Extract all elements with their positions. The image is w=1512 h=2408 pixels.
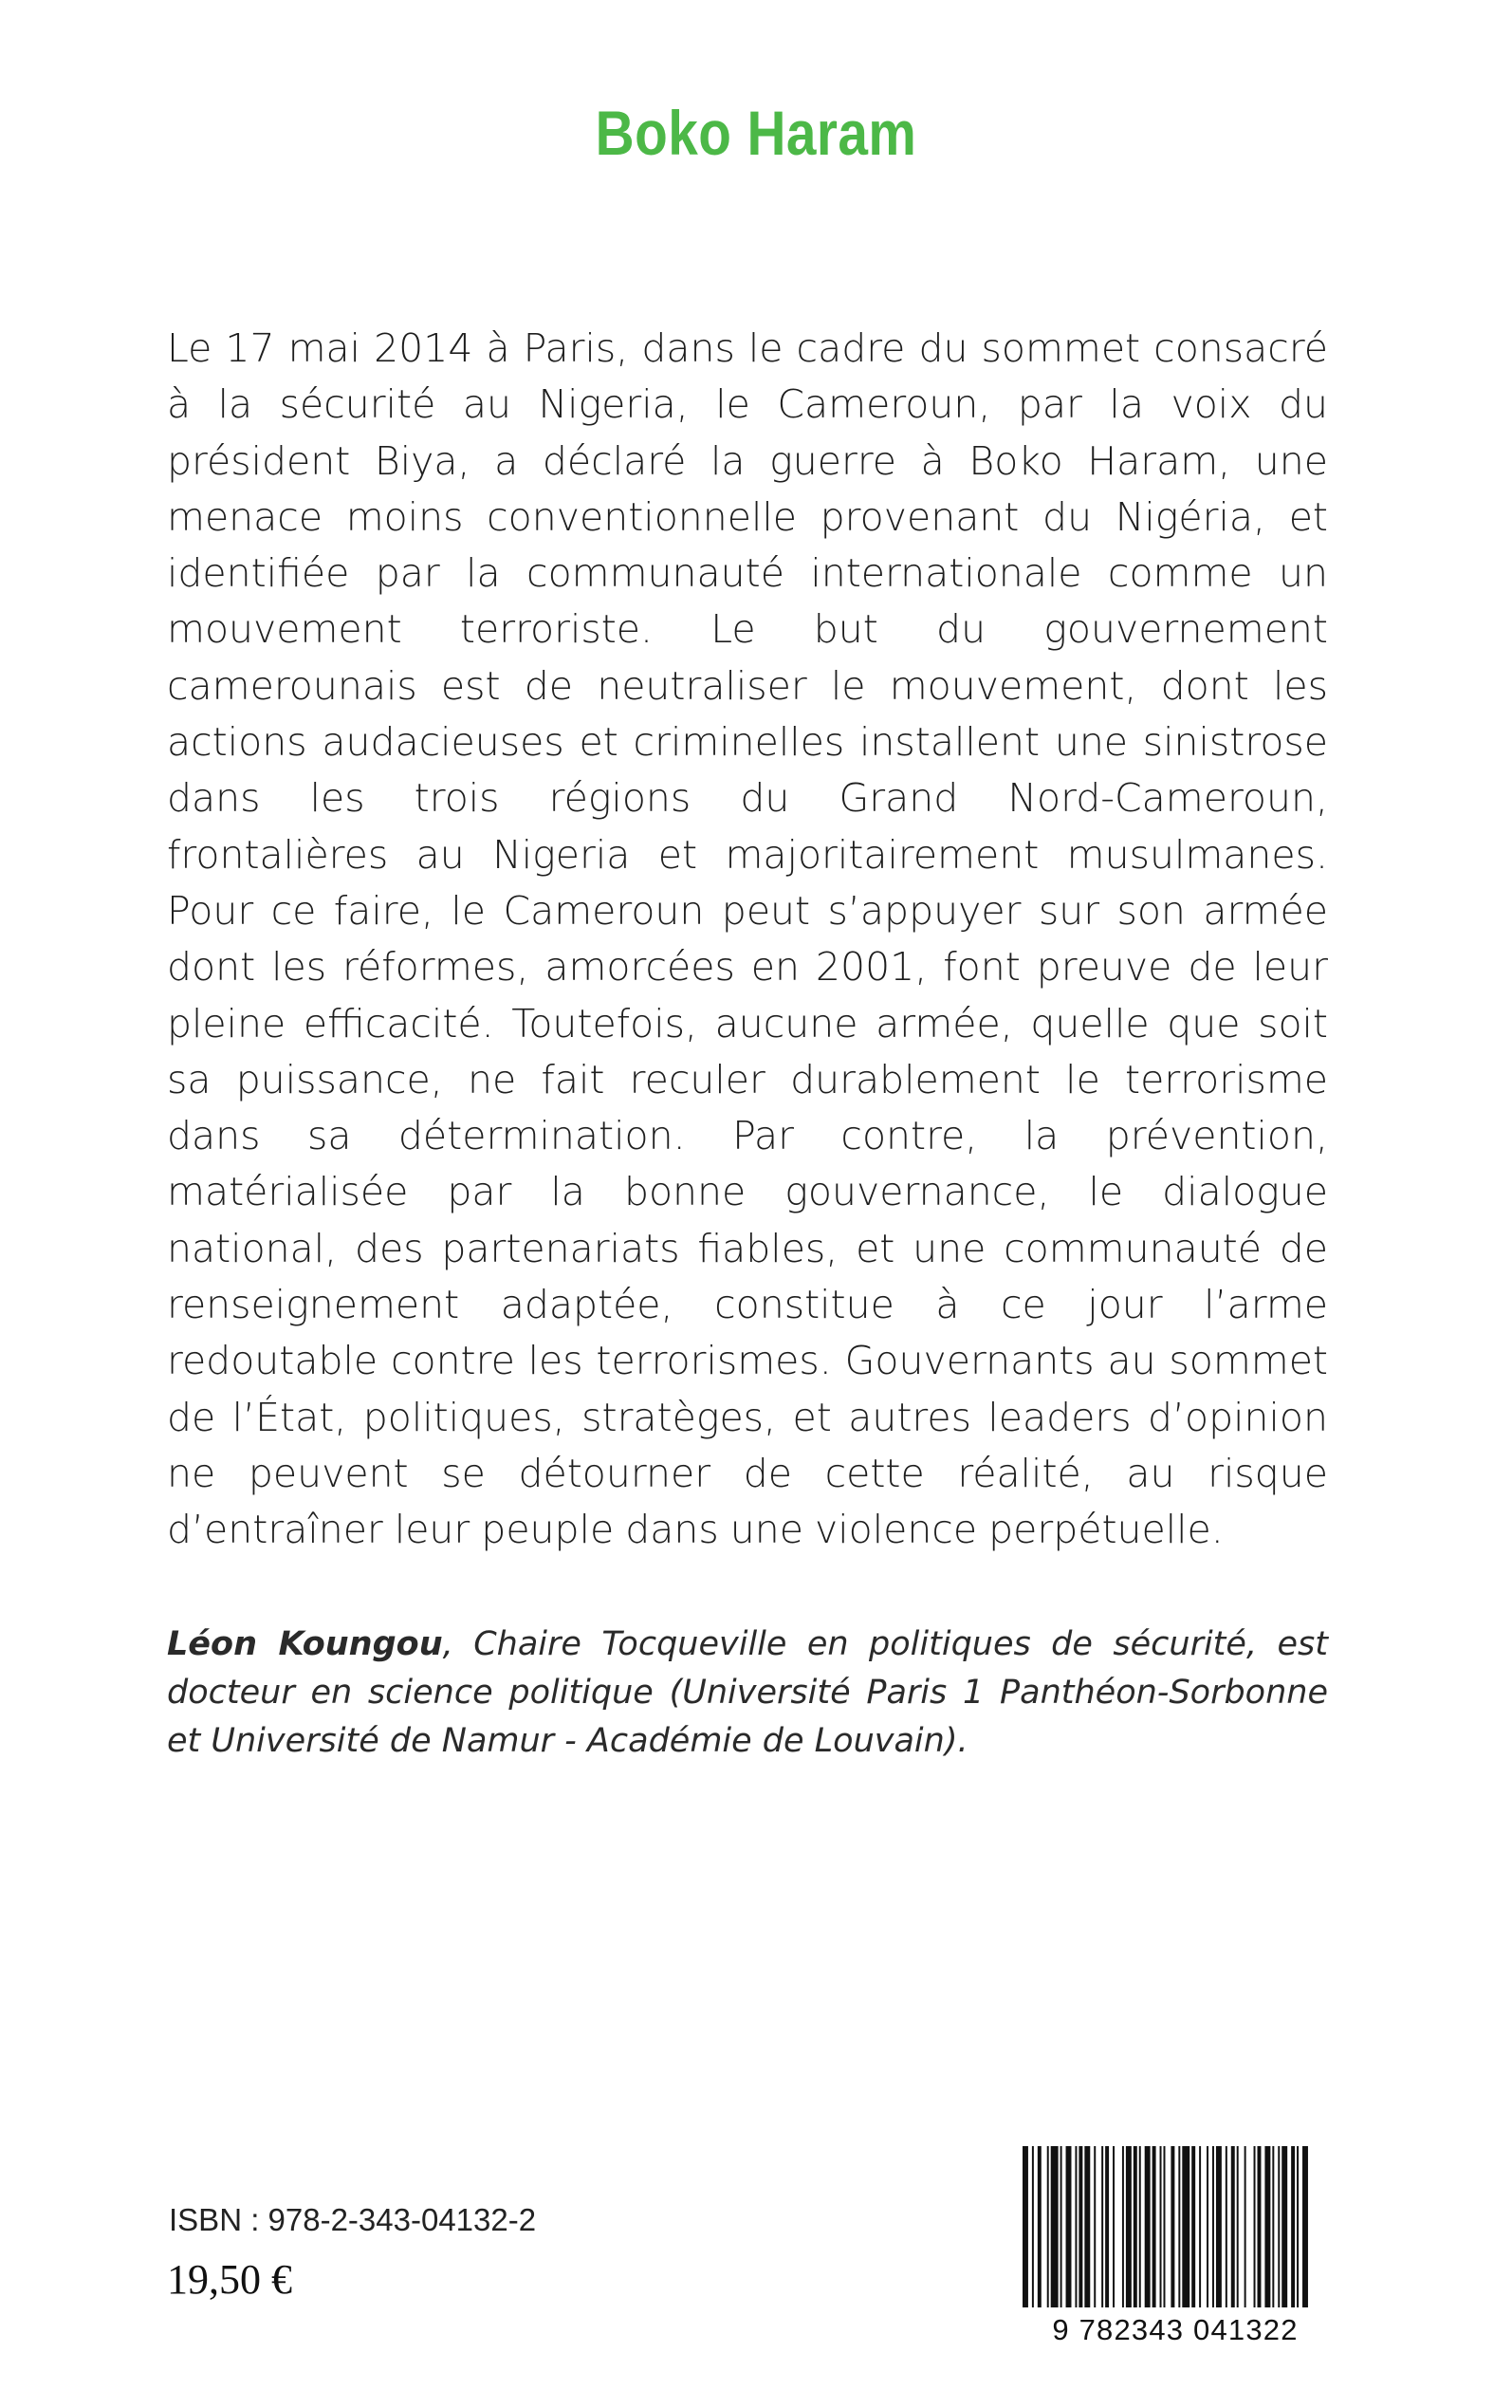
barcode-bar	[1094, 2146, 1096, 2307]
barcode-bar	[1231, 2146, 1235, 2307]
barcode-bar	[1178, 2146, 1180, 2307]
barcode-bar	[1272, 2146, 1274, 2307]
barcode-bar	[1258, 2146, 1262, 2307]
barcode-bar	[1152, 2146, 1156, 2307]
book-summary: Le 17 mai 2014 à Paris, dans le cadre du sommet consacré à la sécurité au Nigeria, le Cameroun, par la voix du président Biya, a déclaré la guerre à Boko Haram, une menace moins conventionnelle provenant du Nigéria, et identifiée par la communauté internationale comme un mouvement terroriste. Le but du gouvernement camerounais est de neutraliser le mouvement, dont les actions audacieuses et criminelles installent une sinistrose dans les trois régions du Grand Nord-Cameroun, frontalières au Nigeria et majoritairement musulmanes. Pour ce faire, le Cameroun peut s’appuyer sur son armée dont les réformes, amorcées en 2001, font preuve de leur pleine efficacité. Toutefois, aucune armée, quelle que soit sa puissance, ne fait reculer durablement le terrorisme dans sa détermination. Par contre, la prévention, matérialisée par la bonne gouvernance, le dialogue national, des partenariats fiables, et une communauté de renseignement adaptée, constitue à ce jour l’arme redoutable contre les terrorismes. Gouvernants au sommet de l’État, politiques, stratèges, et autres leaders d’opinion ne peuvent se détourner de cette réalité, au risque d’entraîner leur peuple dans une violence perpétuelle.	[167, 325, 1328, 1553]
barcode-bar	[1134, 2146, 1137, 2307]
barcode-bar	[1038, 2146, 1042, 2307]
barcode-bar	[1075, 2146, 1077, 2307]
barcode-bar	[1171, 2146, 1174, 2307]
barcode-bar	[1302, 2146, 1308, 2307]
barcode-digits: 9 782343 041322	[1052, 2313, 1299, 2343]
author-bio	[167, 1621, 1328, 1766]
barcode-bar	[1101, 2146, 1103, 2307]
barcode-bar	[1212, 2146, 1214, 2307]
barcode-bar	[1182, 2146, 1189, 2307]
author-description: , Chaire Tocqueville en politiques de sécurité, est docteur en science politique (Université Paris 1 Panthéon-Sorbonne et Université de Namur - Académie de Louvain).	[167, 1625, 1329, 1760]
barcode-bar	[1047, 2146, 1049, 2307]
barcode-bar	[1278, 2146, 1280, 2307]
barcode-bar	[1084, 2146, 1090, 2307]
barcode-bar	[1079, 2146, 1082, 2307]
barcode-bar	[1032, 2146, 1034, 2307]
isbn-label: ISBN : 978-2-343-04132-2	[169, 2202, 537, 2237]
barcode-bar	[1264, 2146, 1270, 2307]
barcode-bar	[1254, 2146, 1256, 2307]
barcode-bar	[1297, 2146, 1299, 2307]
author-name: Léon Koungou	[167, 1625, 443, 1663]
barcode-bar	[1066, 2146, 1072, 2307]
barcode-bar	[1023, 2146, 1028, 2307]
barcode-bar	[1164, 2146, 1166, 2307]
barcode-bar	[1126, 2146, 1132, 2307]
barcode-bars	[1023, 2146, 1308, 2307]
barcode-bar	[1291, 2146, 1295, 2307]
barcode-bar	[1060, 2146, 1062, 2307]
barcode-bar	[1191, 2146, 1195, 2307]
barcode-bar	[1145, 2146, 1151, 2307]
barcode	[1004, 2146, 1347, 2343]
barcode-bar	[1226, 2146, 1227, 2307]
barcode-bar	[1113, 2146, 1115, 2307]
barcode-bar	[1237, 2146, 1239, 2307]
price-label: 19,50 €	[167, 2256, 292, 2303]
barcode-bar	[1122, 2146, 1124, 2307]
barcode-bar	[1051, 2146, 1059, 2307]
barcode-bar	[1139, 2146, 1141, 2307]
barcode-bar	[1199, 2146, 1201, 2307]
barcode-bar	[1207, 2146, 1208, 2307]
barcode-bar	[1216, 2146, 1222, 2307]
barcode-bar	[1245, 2146, 1246, 2307]
book-title: Boko Haram	[595, 98, 917, 168]
barcode-bar	[1105, 2146, 1109, 2307]
barcode-bar	[1160, 2146, 1162, 2307]
barcode-bar	[1282, 2146, 1287, 2307]
